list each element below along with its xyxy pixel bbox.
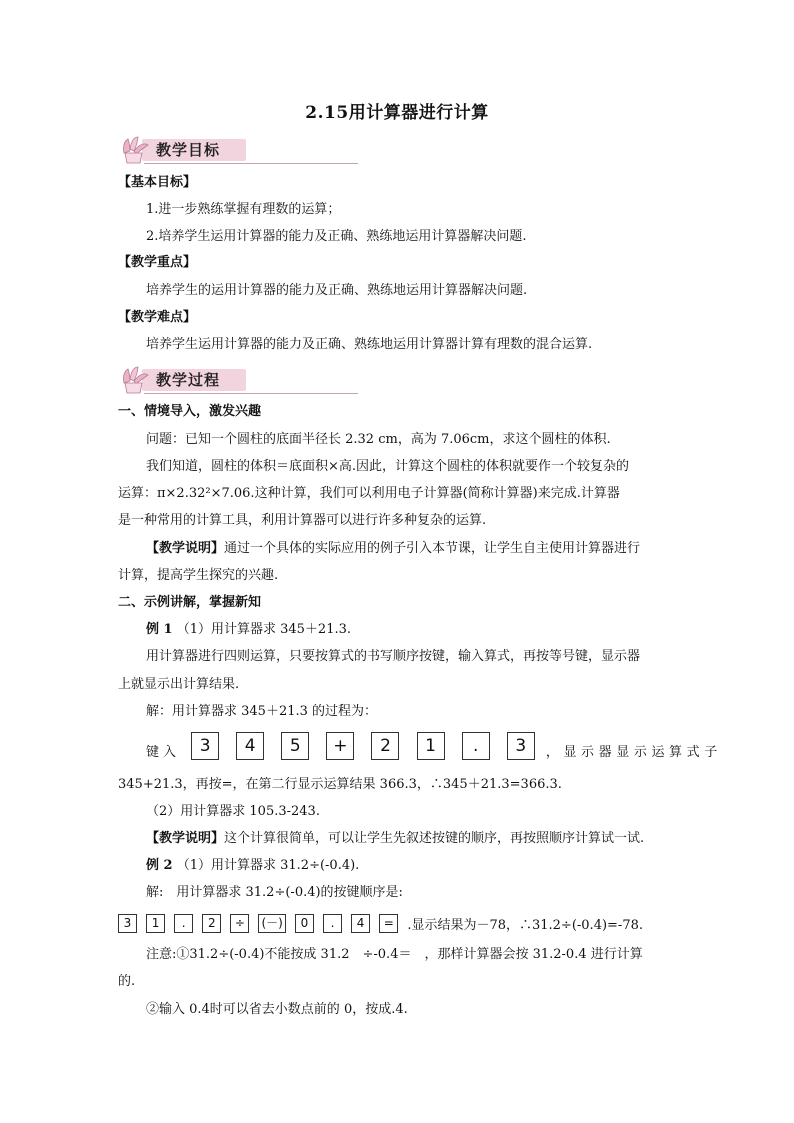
calc-key: 2 [202,914,221,933]
note-text: 通过一个具体的实际应用的例子引入本节课，让学生自主使用计算器进行 [224,541,641,556]
flower-icon [118,133,152,167]
paragraph: 解: 用计算器求 31.2÷(-0.4)的按键顺序是: [146,885,403,900]
key-sequence-1 [146,732,722,762]
section-header-label: 教学目标 [156,141,221,159]
calc-key: 1 [417,732,445,760]
teaching-note [146,830,644,848]
calc-key: . [462,732,490,760]
paragraph: 解：用计算器求 345＋21.3 的过程为： [146,704,378,719]
paragraph: 1.进一步熟练掌握有理数的运算； [146,202,341,217]
paragraph: 的. [118,974,136,989]
calc-key: 5 [281,732,309,760]
teaching-note [146,540,640,558]
paragraph: 培养学生运用计算器的能力及正确、熟练地运用计算器计算有理数的混合运算. [146,337,593,352]
calc-key: + [326,732,354,760]
paragraph: 注意:①31.2÷(-0.4)不能按成 31.2 ÷-0.4＝ ，那样计算器会按 31.2-0.4 进行计算 [146,947,643,962]
key-sequence-2 [118,913,643,935]
calc-key: 0 [295,914,314,933]
example-label: 例 2 [146,858,173,873]
example-label: 例 1 [146,622,173,637]
calc-key: 3 [191,732,219,760]
section-header-process [118,363,248,397]
note-label: 【教学说明】 [146,541,225,556]
calc-key: 3 [118,914,137,933]
calc-key: 4 [351,914,370,933]
paragraph: 运算：π×2.32²×7.06.这种计算，我们可以利用电子计算器(简称计算器)来完成.计算器 [118,486,620,501]
example-2-line [146,857,359,875]
calc-key: . [323,914,342,933]
paragraph: 是一种常用的计算工具，利用计算器可以进行许多种复杂的运算. [118,513,487,528]
note-label: 【教学说明】 [146,831,225,846]
example-1-line [146,621,351,639]
example-text: （1）用计算器求 345＋21.3. [176,622,352,637]
heading-part-2: 二、示例讲解，掌握新知 [118,595,262,610]
calc-key: ÷ [230,914,249,933]
calc-key: (－) [258,914,285,933]
paragraph: （2）用计算器求 105.3-243. [146,804,320,819]
section-header-rule [144,163,358,164]
key-sequence-tail: ，显示器显示运算式子 [545,745,722,760]
paragraph: 培养学生的运用计算器的能力及正确、熟练地运用计算器解决问题. [146,283,528,298]
note-text: 这个计算很简单，可以让学生先叙述按键的顺序，再按照顺序计算试一试. [224,831,645,846]
page-title: 2.15用计算器进行计算 [305,103,489,123]
heading-part-1: 一、情境导入，激发兴趣 [118,404,262,419]
heading-key-point: 【教学重点】 [118,255,197,270]
heading-difficulty: 【教学难点】 [118,310,197,325]
paragraph: ②输入 0.4时可以省去小数点前的 0，按成.4. [146,1002,408,1017]
calc-key: 3 [507,732,535,760]
heading-basic-goal: 【基本目标】 [118,175,197,190]
paragraph: 问题：已知一个圆柱的底面半径长 2.32 cm，高为 7.06cm，求这个圆柱的体积. [146,432,611,447]
paragraph: 2.培养学生运用计算器的能力及正确、熟练地运用计算器解决问题. [146,229,527,244]
key-sequence-lead: 键入 [146,745,181,760]
calc-key: 4 [236,732,264,760]
section-header-rule [144,393,358,394]
example-text: （1）用计算器求 31.2÷(-0.4). [176,858,360,873]
paragraph: 上就显示出计算结果. [118,677,240,692]
flower-icon [118,363,152,397]
paragraph: 用计算器进行四则运算，只要按算式的书写顺序按键，输入算式，再按等号键，显示器 [146,649,641,664]
section-header-label: 教学过程 [156,371,221,389]
calc-key: 2 [371,732,399,760]
paragraph: 我们知道，圆柱的体积＝底面积×高.因此，计算这个圆柱的体积就要作一个较复杂的 [146,459,630,474]
paragraph: 345+21.3，再按=，在第二行显示运算结果 366.3，∴345＋21.3=366.3. [118,777,562,792]
calc-key: = [379,914,398,933]
paragraph: 计算，提高学生探究的兴趣. [118,568,279,583]
calc-key: 1 [146,914,165,933]
key-sequence-tail: .显示结果为－78，∴31.2÷(-0.4)=-78. [407,918,643,933]
calc-key: . [174,914,193,933]
section-header-objectives [118,133,248,167]
